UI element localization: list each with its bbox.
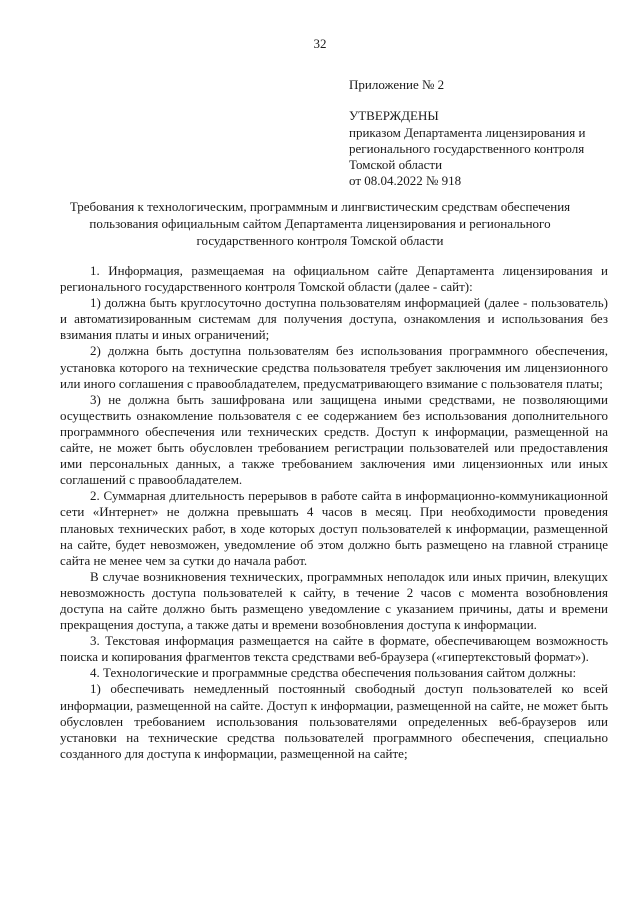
paragraph: В случае возникновения технических, программных неполадок или иных причин, влекущих невозможность доступа пользователей к сайту, в течение 2 часов с момента возобновления доступа на сайте должно быть размещено уведомление с указанием причины, даты и времени прекращения доступа, а также даты и времени возобновления доступа к информации.: [60, 568, 608, 633]
approval-heading: УТВЕРЖДЕНЫ: [349, 108, 439, 123]
paragraph: 2) должна быть доступна пользователям без использования программного обеспечения, установка которого на технические средства пользователя требует заключения им лицензионного или иного соглашения с правообладателем, предусматривающего взимание с пользователя платы;: [60, 343, 608, 391]
approval-line: приказом Департамента лицензирования и: [349, 125, 586, 140]
appendix-label: Приложение № 2: [349, 77, 445, 92]
approval-block: [349, 108, 614, 189]
paragraph: 1. Информация, размещаемая на официальном сайте Департамента лицензирования и регионального государственного контроля Томской области (далее - сайт):: [60, 263, 608, 295]
title-line: пользования официальным сайтом Департамента лицензирования и регионального: [89, 216, 551, 231]
document-title: [40, 198, 600, 249]
approval-date-line: от 08.04.2022 № 918: [349, 173, 462, 188]
paragraph: 2. Суммарная длительность перерывов в работе сайта в информационно-коммуникационной сети «Интернет» не должна превышать 4 часов в месяц. При необходимости проведения плановых технических работ, в ходе которых доступ пользователей к информации, размещенной на сайте, будет невозможен, уведомление об этом должно быть размещено на главной странице сайта не менее чем за сутки до начала работ.: [60, 488, 608, 568]
title-line: Требования к технологическим, программным и лингвистическим средствам обеспечения: [69, 199, 571, 214]
paragraph: 4. Технологические и программные средства обеспечения пользования сайтом должны:: [90, 665, 577, 681]
paragraph: 1) обеспечивать немедленный постоянный свободный доступ пользователей ко всей информации, размещенной на сайте. Доступ к информации, размещенной на сайте, не может быть обусловлен требованием использования пользователями определенных веб-браузеров или установки на технические средства пользователей программного обеспечения, специально созданного для доступа к информации, размещенной на сайте;: [60, 681, 608, 761]
paragraph: 1) должна быть круглосуточно доступна пользователям информацией (далее - пользователь) и автоматизированным системам для получения доступа, ознакомления и использования без взимания платы и иных ограничений;: [60, 295, 608, 343]
paragraph: 3. Текстовая информация размещается на сайте в формате, обеспечивающем возможность поиска и копирования фрагментов текста средствами веб-браузера («гипертекстовый формат»).: [60, 633, 608, 665]
paragraph: 3) не должна быть зашифрована или защищена иными средствами, не позволяющими осуществить ознакомление пользователя с ее содержанием без использования дополнительного программного обеспечения или технических средств. Доступ к информации, размещенной на сайте, не может быть обусловлен требованием регистрации пользователей или предоставления ими персональных данных, а также требованием заключения ими лицензионных или иных соглашений с правообладателем.: [60, 391, 608, 488]
document-body: [60, 263, 608, 762]
approval-line: Томской области: [349, 157, 443, 172]
page-number: 32: [313, 36, 327, 51]
title-line: государственного контроля Томской области: [196, 233, 444, 248]
approval-line: регионального государственного контроля: [349, 141, 585, 156]
